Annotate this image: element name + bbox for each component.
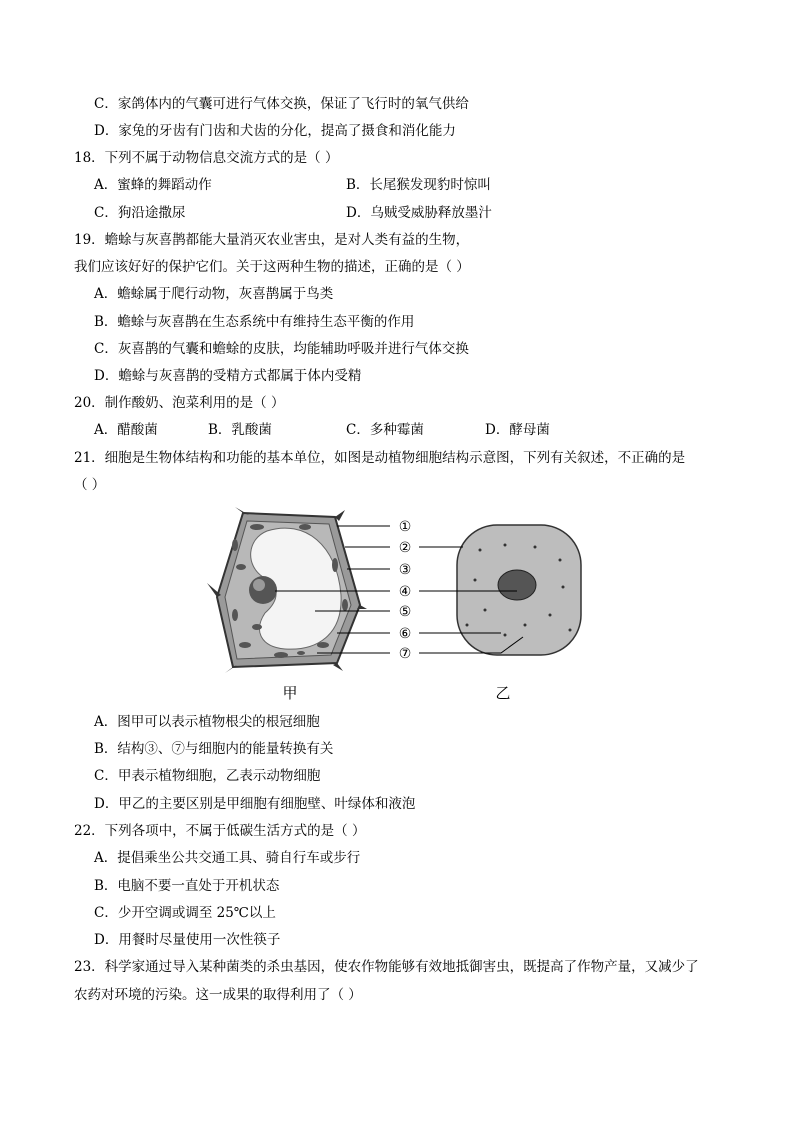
chloroplast — [332, 558, 338, 572]
chloroplast — [274, 652, 288, 658]
q22-option-d: D．用餐时尽量使用一次性筷子 — [94, 932, 281, 948]
q23-stem-line1: 23．科学家通过导入某种菌类的杀虫基因，使农作物能够有效地抵御害虫，既提高了作物产量，又减少了 — [74, 959, 699, 975]
q18-option-a: A．蜜蜂的舞蹈动作 — [94, 177, 212, 193]
q19-option-d: D．蟾蜍与灰喜鹊的受精方式都属于体内受精 — [94, 368, 362, 384]
chloroplast — [317, 642, 329, 648]
q19-option-c: C．灰喜鹊的气囊和蟾蜍的皮肤，均能辅助呼吸并进行气体交换 — [94, 341, 469, 357]
organelle-dot — [569, 629, 572, 632]
animal-nucleus — [498, 570, 536, 600]
cell-wall-spike — [333, 663, 343, 671]
chloroplast — [299, 524, 311, 530]
q17-option-d: D．家兔的牙齿有门齿和犬齿的分化，提高了摄食和消化能力 — [94, 123, 456, 139]
q23-stem-line2: 农药对环境的污染。这一成果的取得利用了（ ） — [74, 987, 362, 1003]
q19-option-a: A．蟾蜍属于爬行动物，灰喜鹊属于鸟类 — [94, 286, 334, 302]
q19-stem-line2: 我们应该好好的保护它们。关于这两种生物的描述，正确的是（ ） — [74, 259, 470, 275]
q21-option-c: C．甲表示植物细胞，乙表示动物细胞 — [94, 768, 321, 784]
organelle-dot — [474, 579, 477, 582]
organelle-dot — [524, 624, 527, 627]
q22-option-a: A．提倡乘坐公共交通工具、骑自行车或步行 — [94, 850, 361, 866]
plant-nucleus — [249, 576, 277, 604]
q18-option-b: B．长尾猴发现豹时惊叫 — [346, 177, 491, 193]
chloroplast — [236, 564, 246, 570]
label-4: ④ — [398, 584, 412, 600]
q18-option-d: D．乌贼受威胁释放墨汁 — [346, 205, 492, 221]
organelle-dot — [534, 546, 537, 549]
q18-option-c: C．狗沿途撒尿 — [94, 205, 186, 221]
plant-nucleus-highlight — [253, 579, 265, 591]
caption-jia: 甲 — [282, 684, 298, 702]
q18-stem: 18．下列不属于动物信息交流方式的是（ ） — [74, 150, 339, 166]
chloroplast — [250, 524, 264, 530]
caption-yi: 乙 — [495, 684, 511, 702]
cell-diagram — [205, 505, 605, 705]
cell-structure-figure — [205, 505, 605, 705]
organelle-dot — [562, 586, 565, 589]
q17-option-c: C．家鸽体内的气囊可进行气体交换，保证了飞行时的氧气供给 — [94, 96, 469, 112]
label-3: ③ — [398, 562, 412, 578]
organelle-dot — [504, 544, 507, 547]
q20-stem: 20．制作酸奶、泡菜利用的是（ ） — [74, 395, 285, 411]
q19-option-b: B．蟾蜍与灰喜鹊在生态系统中有维持生态平衡的作用 — [94, 314, 415, 330]
label-7: ⑦ — [398, 646, 412, 662]
q21-option-b: B．结构③、⑦与细胞内的能量转换有关 — [94, 741, 334, 757]
q20-option-d: D．酵母菌 — [485, 422, 550, 438]
q21-stem-paren: （ ） — [74, 477, 106, 493]
chloroplast — [297, 651, 305, 655]
label-5: ⑤ — [398, 604, 412, 620]
q22-stem: 22．下列各项中，不属于低碳生活方式的是（ ） — [74, 823, 366, 839]
q22-option-c: C．少开空调或调至 25℃以上 — [94, 905, 276, 921]
chloroplast — [252, 624, 262, 630]
chloroplast — [232, 539, 238, 551]
chloroplast — [342, 599, 348, 611]
organelle-dot — [479, 549, 482, 552]
organelle-dot — [504, 634, 507, 637]
chloroplast — [239, 642, 251, 648]
q19-stem-line1: 19．蟾蜍与灰喜鹊都能大量消灭农业害虫，是对人类有益的生物， — [74, 232, 470, 248]
label-6: ⑥ — [398, 626, 412, 642]
organelle-dot — [466, 624, 469, 627]
organelle-dot — [549, 614, 552, 617]
q21-option-a: A．图甲可以表示植物根尖的根冠细胞 — [94, 714, 320, 730]
chloroplast — [232, 609, 238, 621]
q20-option-a: A．醋酸菌 — [94, 422, 158, 438]
q21-option-d: D．甲乙的主要区别是甲细胞有细胞壁、叶绿体和液泡 — [94, 796, 416, 812]
q20-option-b: B．乳酸菌 — [208, 422, 272, 438]
organelle-dot — [484, 609, 487, 612]
organelle-dot — [559, 559, 562, 562]
q20-option-c: C．多种霉菌 — [346, 422, 424, 438]
label-1: ① — [398, 519, 412, 535]
q21-stem: 21．细胞是生物体结构和功能的基本单位，如图是动植物细胞结构示意图，下列有关叙述，不正确的是 — [74, 450, 686, 466]
q22-option-b: B．电脑不要一直处于开机状态 — [94, 878, 280, 894]
label-2: ② — [398, 540, 412, 556]
